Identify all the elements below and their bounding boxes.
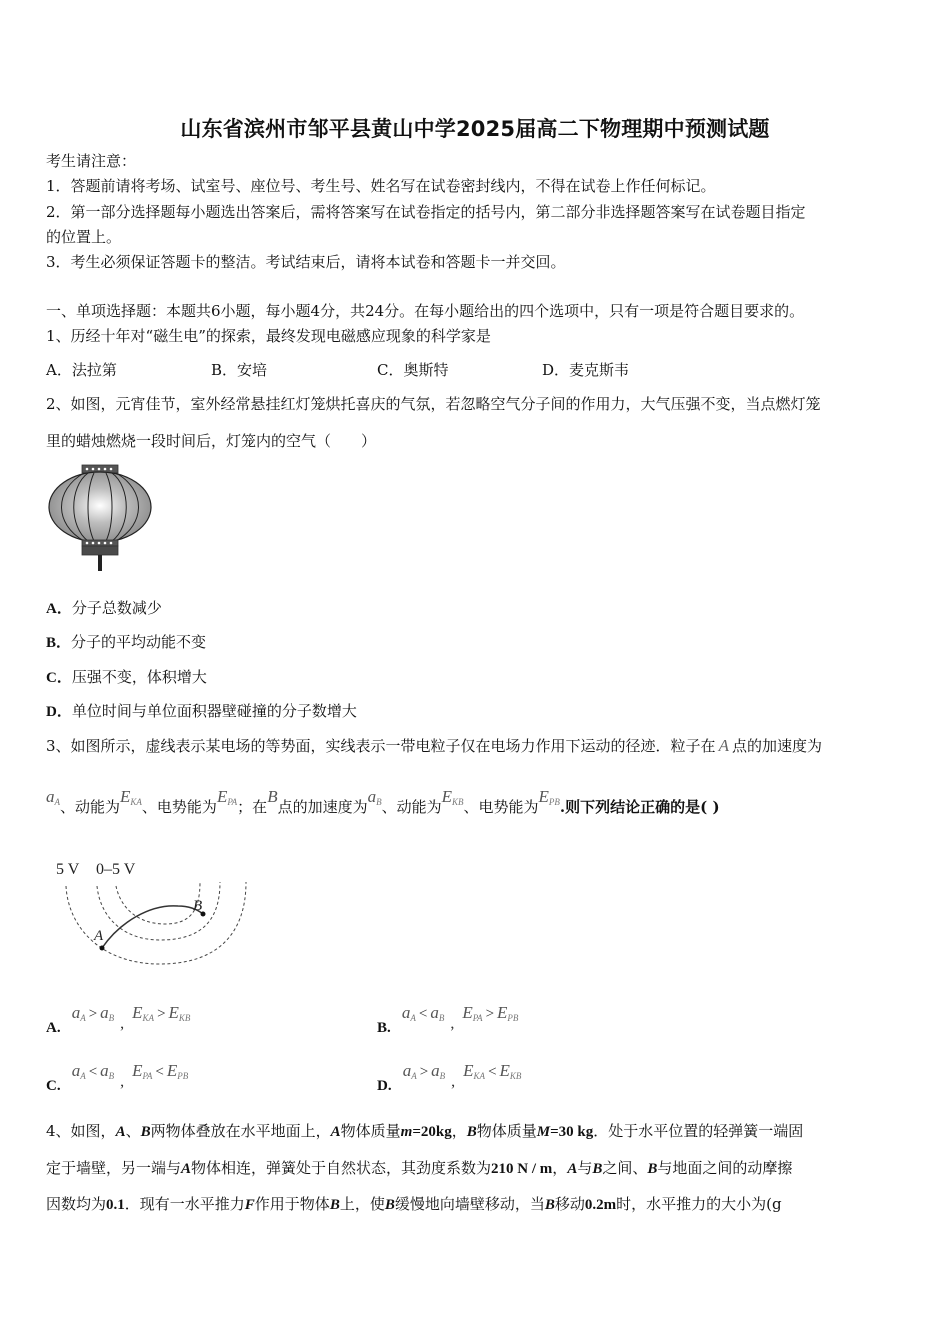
point-b-symbol: B bbox=[267, 787, 278, 806]
point-a-symbol: A bbox=[718, 736, 729, 755]
a-b-symbol: $a_B$ bbox=[367, 787, 382, 807]
question-number: 2、 bbox=[46, 395, 71, 413]
question-4-line1: 4、如图，A、B两物体叠放在水平地面上，A物体质量m=20kg，B物体质量M=30 kg．处于水平位置的轻弹簧一端固 bbox=[46, 1122, 804, 1140]
question-2-stem-line2: 里的蜡烛燃烧一段时间后，灯笼内的空气（ ） bbox=[46, 432, 377, 450]
notice-item-2-cont: 的位置上。 bbox=[46, 228, 122, 246]
page-title: 山东省滨州市邹平县黄山中学2025届高二下物理期中预测试题 bbox=[180, 117, 770, 141]
option-text: 法拉第 bbox=[71, 361, 117, 379]
option-text: 麦克斯韦 bbox=[569, 361, 630, 379]
question-1-option-c[interactable] bbox=[377, 360, 449, 380]
option-label: D． bbox=[542, 361, 570, 379]
label-0-5v: 0–5 V bbox=[96, 861, 136, 878]
option-text: 分子的平均动能不变 bbox=[71, 633, 207, 651]
figure-point-a: A bbox=[94, 928, 104, 944]
question-1-option-b[interactable] bbox=[211, 360, 267, 380]
option-text: 安培 bbox=[237, 361, 268, 379]
question-3-stem-line1 bbox=[46, 736, 822, 756]
a-a-symbol: $a_A$ bbox=[46, 787, 60, 807]
question-2-option-a[interactable] bbox=[46, 598, 162, 619]
figure-point-b: B bbox=[193, 898, 203, 914]
option-text: 压强不变，体积增大 bbox=[71, 668, 207, 686]
option-label: A． bbox=[46, 601, 72, 617]
question-2-option-d[interactable] bbox=[46, 701, 357, 722]
ep-a-symbol: $E_{PA}$ bbox=[216, 787, 238, 807]
option-formula: $a_A < a_B$ $,E_{PA} < E_{PB}$ bbox=[71, 1061, 189, 1090]
question-2-option-c[interactable] bbox=[46, 667, 207, 688]
question-number: 1、 bbox=[46, 327, 71, 345]
question-1-option-d[interactable] bbox=[542, 360, 629, 380]
option-formula: $a_A > a_B$ $,E_{KA} < E_{KB}$ bbox=[402, 1061, 522, 1090]
option-label: B． bbox=[46, 635, 72, 651]
notice-item-2: 2．第一部分选择题每小题选出答案后，需将答案写在试卷指定的括号内，第二部分非选择题答案写在试卷题目指定 bbox=[46, 203, 806, 221]
question-1-stem bbox=[46, 326, 491, 346]
question-3-option-d[interactable] bbox=[377, 1061, 522, 1094]
question-4-line3: 因数均为0.1．现有一水平推力F作用于物体B上，使B缓慢地向墙壁移动，当B移动0.2m时，水平推力的大小为(g bbox=[46, 1195, 782, 1213]
question-1-option-a[interactable] bbox=[46, 360, 117, 380]
notice-item-3: 3．考生必须保证答题卡的整洁。考试结束后，请将本试卷和答题卡一并交回。 bbox=[46, 253, 566, 271]
lantern-figure bbox=[44, 462, 156, 574]
option-label: D． bbox=[46, 704, 72, 720]
option-formula: $a_A < a_B$ $,E_{PA} > E_{PB}$ bbox=[401, 1003, 519, 1032]
option-label: C. bbox=[46, 1078, 61, 1094]
question-number: 3、 bbox=[46, 737, 71, 755]
option-text: 单位时间与单位面积器壁碰撞的分子数增大 bbox=[71, 702, 357, 720]
notice-heading: 考生请注意： bbox=[46, 152, 137, 170]
question-2-stem-line1 bbox=[46, 394, 821, 414]
question-text: 如图所示，虚线表示某电场的等势面，实线表示一带电粒子仅在电场力作用下运动的径迹．粒子在 bbox=[70, 737, 716, 755]
question-text-end: 点的加速度为 bbox=[731, 737, 822, 755]
equipotential-figure bbox=[50, 856, 250, 968]
option-label: B． bbox=[211, 361, 238, 379]
question-text: 历经十年对“磁生电”的探索，最终发现电磁感应现象的科学家是 bbox=[70, 327, 491, 345]
option-label: A． bbox=[46, 361, 72, 379]
question-2-option-b[interactable] bbox=[46, 632, 206, 653]
question-3-stem-line2: $a_A$、动能为$E_{KA}$、电势能为$E_{PA}$；在B点的加速度为$a_B$、动能为$E_{KB}$、电势能为$E_{PB}$.则下列结论正确的是( ) bbox=[46, 787, 720, 816]
option-label: C． bbox=[377, 361, 404, 379]
section-heading: 一、单项选择题：本题共6小题，每小题4分，共24分。在每小题给出的四个选项中，只有一项是符合题目要求的。 bbox=[46, 302, 805, 320]
label-5v: 5 V bbox=[56, 861, 80, 878]
option-text: 奥斯特 bbox=[403, 361, 449, 379]
ek-a-symbol: $E_{KA}$ bbox=[120, 787, 142, 807]
question-3-option-c[interactable] bbox=[46, 1061, 189, 1094]
option-label: B. bbox=[377, 1020, 391, 1036]
question-3-option-a[interactable] bbox=[46, 1003, 191, 1036]
ep-b-symbol: $E_{PB}$ bbox=[538, 787, 560, 807]
notice-item-1: 1．答题前请将考场、试室号、座位号、考生号、姓名写在试卷密封线内，不得在试卷上作任何标记。 bbox=[46, 177, 716, 195]
question-4-line2: 定于墙壁，另一端与A物体相连，弹簧处于自然状态，其劲度系数为210 N / m，A与B之间、B与地面之间的动摩擦 bbox=[46, 1159, 793, 1177]
option-formula: $a_A > a_B$ $,E_{KA} > E_{KB}$ bbox=[71, 1003, 191, 1032]
option-label: C． bbox=[46, 670, 72, 686]
option-label: D. bbox=[377, 1078, 392, 1094]
question-text: 如图，元宵佳节，室外经常悬挂红灯笼烘托喜庆的气氛，若忽略空气分子间的作用力，大气压强不变，当点燃灯笼 bbox=[70, 395, 821, 413]
ek-b-symbol: $E_{KB}$ bbox=[441, 787, 464, 807]
option-text: 分子总数减少 bbox=[71, 599, 162, 617]
option-label: A. bbox=[46, 1020, 61, 1036]
question-3-option-b[interactable] bbox=[377, 1003, 519, 1036]
